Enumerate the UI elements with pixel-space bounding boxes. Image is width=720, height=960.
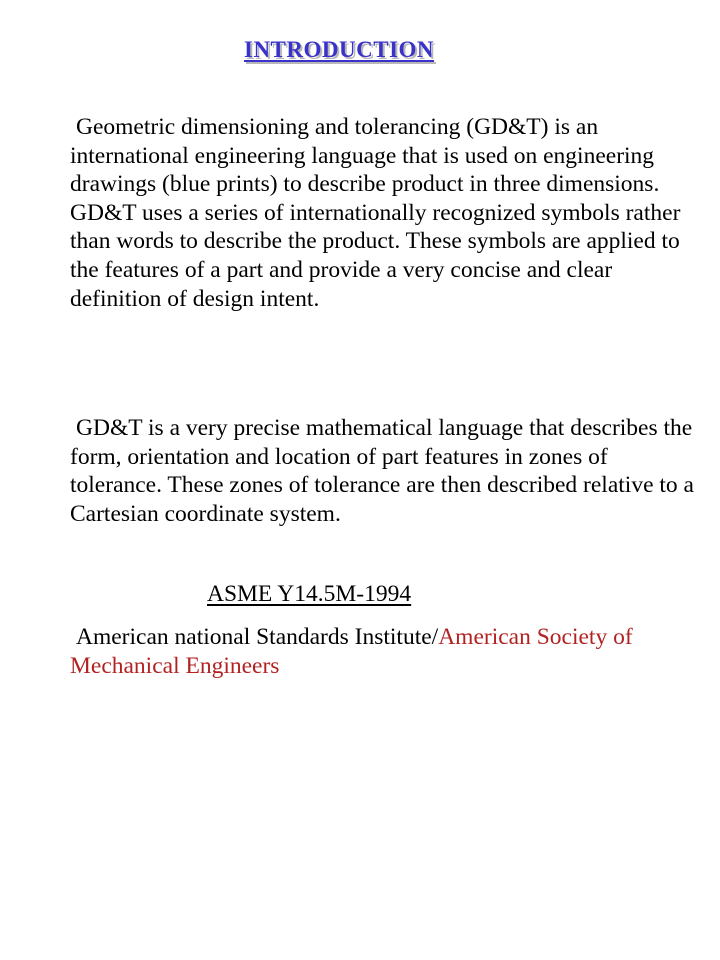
page-title: INTRODUCTION: [244, 37, 435, 62]
organizations-line: [70, 623, 710, 680]
standard-reference: ASME Y14.5M-1994: [207, 581, 412, 607]
intro-paragraph-1: Geometric dimensioning and tolerancing (GD&T) is an international engineering language that is used on engineering drawings (blue prints) to describe product in three dimensions. GD&T uses a series of internationally recognized symbols rather than words to describe the product. These symbols are applied to the features of a part and provide a very concise and clear definition of design intent.: [70, 114, 681, 312]
intro-paragraph-2: GD&T is a very precise mathematical language that describes the form, orientation and location of part features in zones of tolerance. These zones of tolerance are then described relative to a Cartesian coordinate system.: [70, 415, 694, 527]
organization-ansi: American national Standards Institute/: [76, 624, 439, 650]
organization-asme: American Society of Mechanical Engineers: [70, 624, 633, 679]
